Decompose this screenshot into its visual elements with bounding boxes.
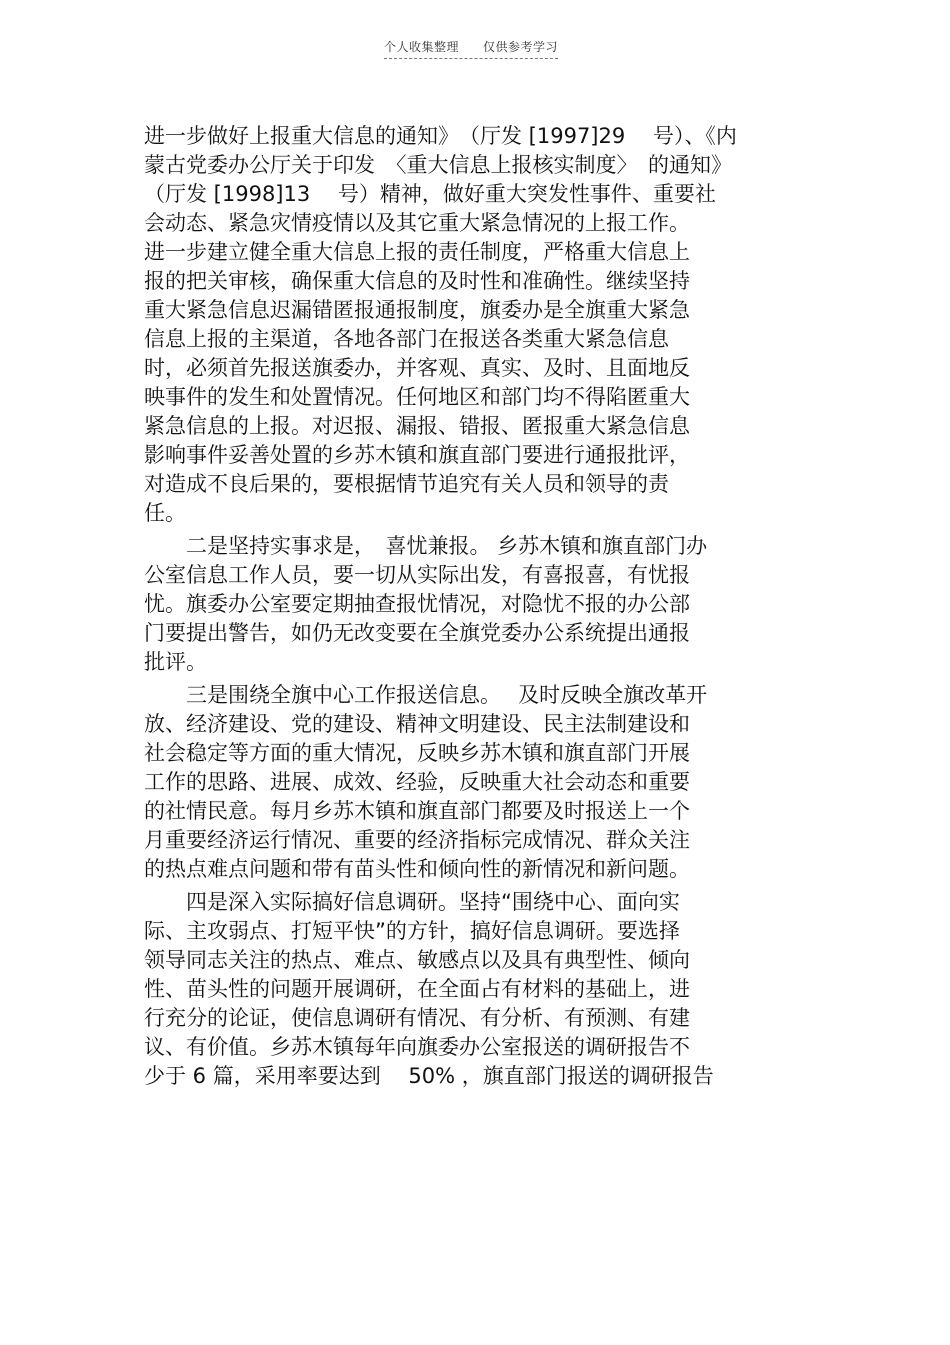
text-line: 行充分的论证，使信息调研有情况、有分析、有预测、有建	[144, 1006, 690, 1030]
text-line: 议、有价值。乡苏木镇每年向旗委办公室报送的调研报告不	[144, 1035, 690, 1059]
text-line: 性、苗头性的问题开展调研，在全面占有材料的基础上，进	[144, 977, 690, 1001]
text-line: 际、主攻弱点、打短平快”的方针，搞好信息调研。要选择	[144, 919, 680, 943]
text-line: 四是深入实际搞好信息调研。坚持“围绕中心、面向实	[144, 890, 680, 914]
text-line: 少于 6 篇，采用率要达到 50% ，旗直部门报送的调研报告	[144, 1064, 714, 1088]
text-line: 月重要经济运行情况、重要的经济指标完成情况、群众关注	[144, 828, 690, 852]
header-right-text: 仅供参考学习	[483, 40, 559, 54]
paragraph	[144, 888, 814, 1091]
text-line: 时，必须首先报送旗委办，并客观、真实、及时、且面地反	[144, 356, 690, 380]
text-line: 映事件的发生和处置情况。任何地区和部门均不得陷匿重大	[144, 385, 690, 409]
text-line: 二是坚持实事求是， 喜忧兼报。 乡苏木镇和旗直部门办	[144, 534, 708, 558]
document-body	[144, 118, 814, 1091]
text-line: 忧。旗委办公室要定期抽查报忧情况，对隐忧不报的办公部	[144, 592, 690, 616]
text-line: 工作的思路、进展、成效、经验，反映重大社会动态和重要	[144, 770, 690, 794]
text-line: 的热点难点问题和带有苗头性和倾向性的新情况和新问题。	[144, 857, 690, 881]
header-left-text: 个人收集整理	[384, 40, 460, 54]
text-line: 对造成不良后果的，要根据情节追究有关人员和领导的责	[144, 472, 669, 496]
text-line: 三是围绕全旗中心工作报送信息。 及时反映全旗改革开	[144, 683, 708, 707]
text-line: 影响事件妥善处置的乡苏木镇和旗直部门要进行通报批评，	[144, 443, 690, 467]
text-line: 公室信息工作人员，要一切从实际出发，有喜报喜，有忧报	[144, 563, 690, 587]
text-line: （厅发 [1998]13 号）精神，做好重大突发性事件、重要社	[144, 182, 716, 206]
text-line: 领导同志关注的热点、难点、敏感点以及具有典型性、倾向	[144, 948, 690, 972]
text-line: 任。	[144, 501, 186, 525]
paragraph	[144, 681, 814, 884]
text-line: 信息上报的主渠道，各地各部门在报送各类重大紧急信息	[144, 327, 669, 351]
text-line: 紧急信息的上报。对迟报、漏报、错报、匿报重大紧急信息	[144, 414, 690, 438]
text-line: 蒙古党委办公厅关于印发 〈重大信息上报核实制度〉 的通知》	[144, 153, 732, 177]
text-line: 门要提出警告，如仍无改变要在全旗党委办公系统提出通报	[144, 621, 690, 645]
text-line: 报的把关审核，确保重大信息的及时性和准确性。继续坚持	[144, 269, 690, 293]
text-line: 批评。	[144, 650, 207, 674]
text-line: 进一步建立健全重大信息上报的责任制度，严格重大信息上	[144, 240, 690, 264]
text-line: 进一步做好上报重大信息的通知》 （厅发 [1997]29 号）、《内	[144, 124, 737, 148]
text-line: 社会稳定等方面的重大情况，反映乡苏木镇和旗直部门开展	[144, 741, 690, 765]
text-line: 放、经济建设、党的建设、精神文明建设、民主法制建设和	[144, 712, 690, 736]
paragraph	[144, 532, 814, 677]
page-header	[384, 38, 558, 59]
text-line: 的社情民意。每月乡苏木镇和旗直部门都要及时报送上一个	[144, 799, 690, 823]
paragraph	[144, 122, 814, 528]
text-line: 重大紧急信息迟漏错匿报通报制度，旗委办是全旗重大紧急	[144, 298, 690, 322]
text-line: 会动态、紧急灾情疫情以及其它重大紧急情况的上报工作。	[144, 211, 690, 235]
